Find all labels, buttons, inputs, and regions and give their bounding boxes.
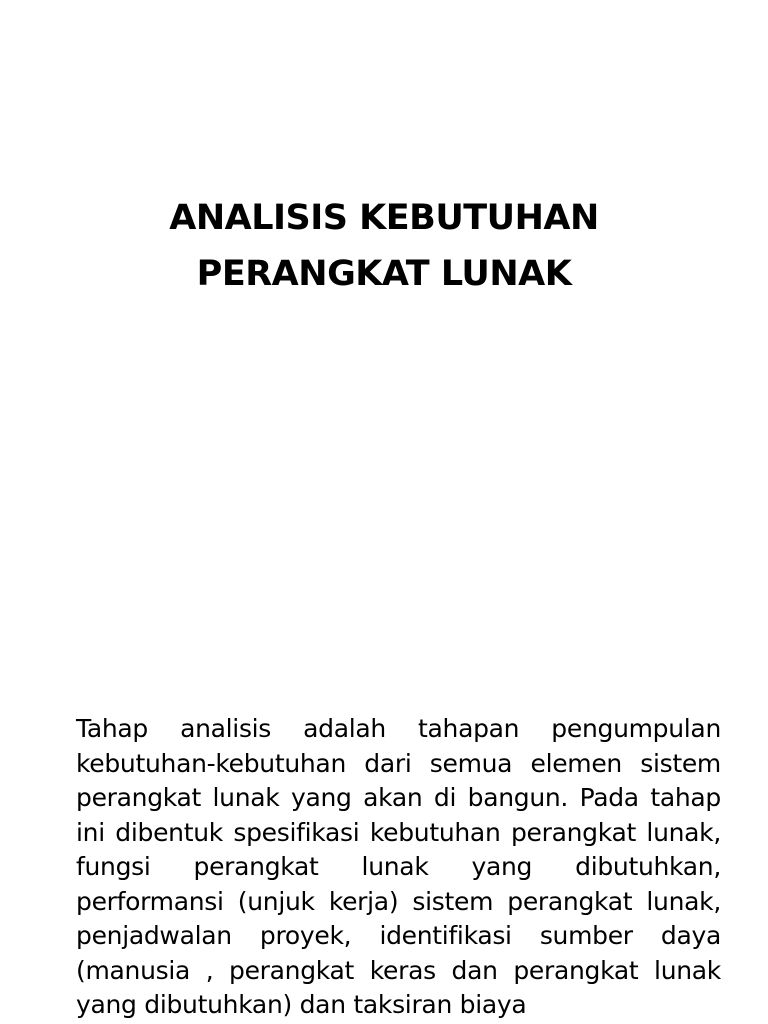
- slide-title: [0, 190, 768, 302]
- title-line-1: ANALISIS KEBUTUHAN: [169, 198, 599, 238]
- title-line-2: PERANGKAT LUNAK: [196, 254, 572, 294]
- slide-body-text: Tahap analisis adalah tahapan pengumpulan kebutuhan-kebutuhan dari semua elemen sistem perangkat lunak yang akan di bangun. Pada tahap ini dibentuk spesifikasi kebutuhan perangkat lunak, fungsi perangkat lunak yang dibutuhkan, performansi (unjuk kerja) sistem perangkat lunak, penjadwalan proyek, identifikasi sumber daya (manusia , perangkat keras dan perangkat lunak yang dibutuhkan) dan taksiran biaya: [76, 714, 721, 1019]
